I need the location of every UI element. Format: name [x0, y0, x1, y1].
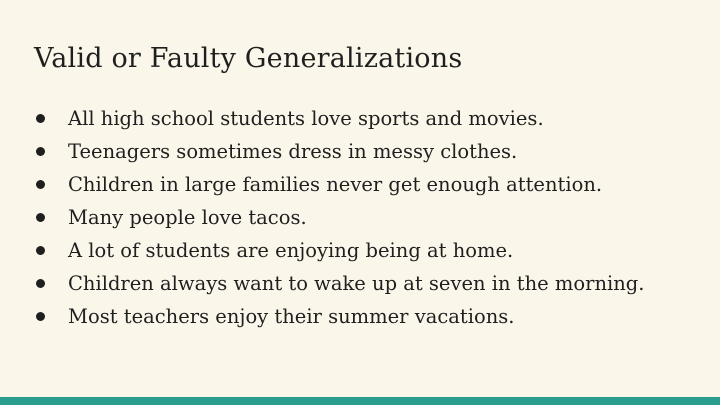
footer-accent-bar — [0, 397, 720, 405]
bullet-item — [36, 102, 645, 135]
bullet-text: Most teachers enjoy their summer vacations. — [68, 305, 515, 328]
bullet-item — [36, 234, 645, 267]
bullet-text: A lot of students are enjoying being at home. — [68, 239, 514, 262]
bullet-list — [36, 102, 645, 333]
slide-title: Valid or Faulty Generalizations — [34, 43, 463, 74]
bullet-dot-icon — [36, 114, 45, 123]
bullet-text: Teenagers sometimes dress in messy clothes. — [68, 140, 518, 163]
bullet-text: Many people love tacos. — [68, 206, 307, 229]
bullet-item — [36, 300, 645, 333]
bullet-dot-icon — [36, 279, 45, 288]
bullet-item — [36, 168, 645, 201]
bullet-dot-icon — [36, 312, 45, 321]
bullet-dot-icon — [36, 246, 45, 255]
bullet-item — [36, 267, 645, 300]
bullet-dot-icon — [36, 180, 45, 189]
bullet-dot-icon — [36, 213, 45, 222]
bullet-text: Children always want to wake up at seven in the morning. — [68, 272, 645, 295]
bullet-item — [36, 135, 645, 168]
bullet-item — [36, 201, 645, 234]
bullet-text: All high school students love sports and movies. — [68, 107, 544, 130]
bullet-text: Children in large families never get enough attention. — [68, 173, 603, 196]
bullet-dot-icon — [36, 147, 45, 156]
